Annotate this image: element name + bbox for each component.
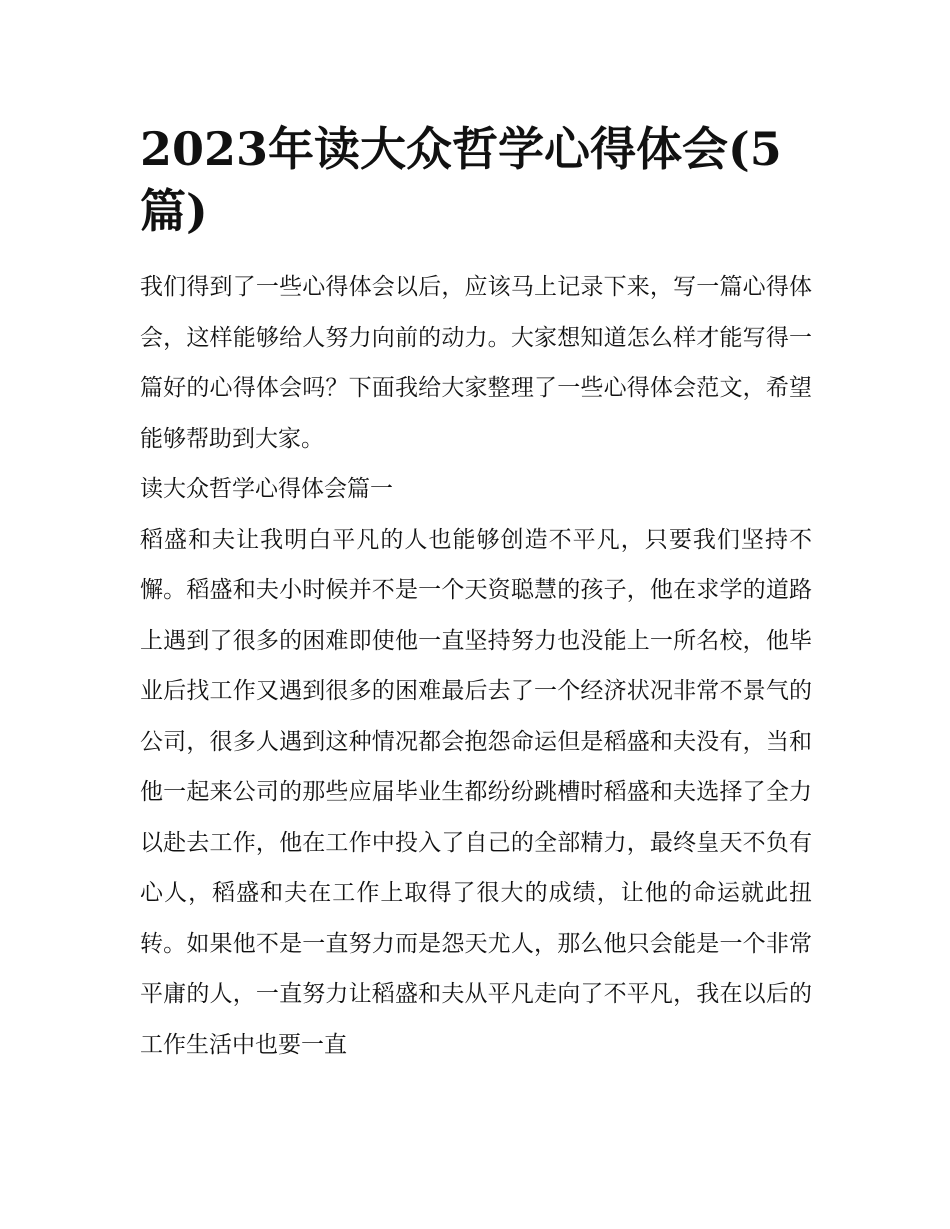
body-paragraph: 稻盛和夫让我明白平凡的人也能够创造不平凡，只要我们坚持不懈。稻盛和夫小时候并不是一个天资聪慧的孩子，他在求学的道路上遇到了很多的困难即使他一直坚持努力也没能上一所名校，他毕业后找工作又遇到很多的困难最后去了一个经济状况非常不景气的公司，很多人遇到这种情况都会抱怨命运但是稻盛和夫没有，当和他一起来公司的那些应届毕业生都纷纷跳槽时稻盛和夫选择了全力以赴去工作，他在工作中投入了自己的全部精力，最终皇天不负有心人，稻盛和夫在工作上取得了很大的成绩，让他的命运就此扭转。如果他不是一直努力而是怨天尤人，那么他只会能是一个非常平庸的人，一直努力让稻盛和夫从平凡走向了不平凡，我在以后的工作生活中也要一直 [140,526,812,1058]
intro-paragraph: 我们得到了一些心得体会以后，应该马上记录下来，写一篇心得体会，这样能够给人努力向前的动力。大家想知道怎么样才能写得一篇好的心得体会吗？下面我给大家整理了一些心得体会范文，希望能够帮助到大家。 [140,274,812,452]
document-page [140,118,812,1070]
section-heading: 读大众哲学心得体会篇一 [140,476,393,502]
document-title: 2023年读大众哲学心得体会(5篇) [140,122,782,238]
